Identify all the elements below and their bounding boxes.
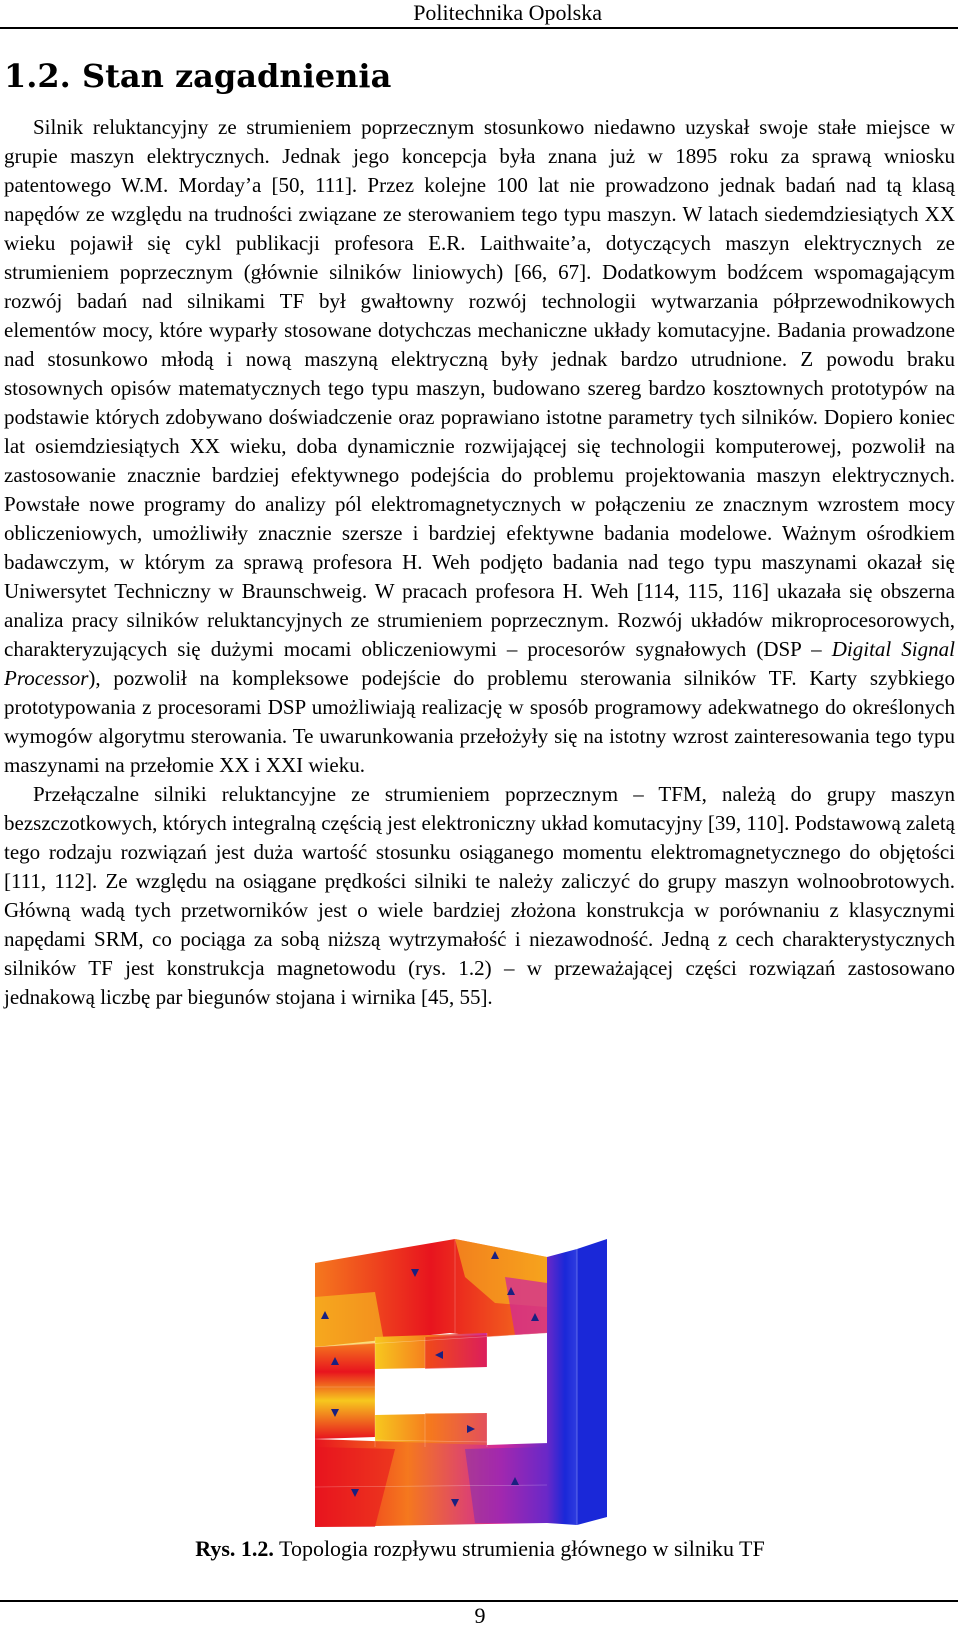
magnetic-core-upper-arm [375, 1333, 487, 1369]
figure-caption [0, 1535, 960, 1563]
paragraph-1-italic-term: Digital Signal Processor [4, 637, 955, 690]
paragraph-1-part-2: ), pozwolił na kompleksowe podejście do problemu sterowania silników TF. Karty szybkiego prototypowania z procesorami DSP umożliwiają realizację w sposób programowy adekwatnego do określonych wymogów algorytmu sterowania. Te uwarunkowania przełożyły się na istotny wzrost zainteresowania tego typu maszynami na przełomie XX i XXI wieku. [4, 666, 955, 777]
magnetic-core-left-column [315, 1343, 375, 1439]
header-rule [0, 27, 958, 29]
paragraph-2: Przełączalne silniki reluktancyjne ze strumieniem poprzecznym – TFM, należą do grupy maszyn bezszczotkowych, których integralną częścią jest elektroniczny układ komutacyjny [39, 110]. Podstawową zaletą tego rodzaju rozwiązań jest duża wartość stosunku osiąganego momentu elektromagnetycznego do objętości [111, 112]. Ze względu na osiągane prędkości silniki te należy zaliczyć do grupy maszyn wolnoobrotowych. Główną wadą tych przetworników jest o wiele bardziej złożona konstrukcja w porównaniu z klasycznymi napędami SRM, co pociąga za sobą niższą wytrzymałość i niezawodność. Jedną z cech charakterystycznych silników TF jest konstrukcja magnetowodu (rys. 1.2) – w przeważającej części rozwiązań zastosowano jednakową liczbę par biegunów stojana i wirnika [45, 55]. [4, 782, 955, 1009]
figure-label: Rys. 1.2. [195, 1536, 274, 1561]
paragraph-1-part-1: Silnik reluktancyjny ze strumieniem poprzecznym stosunkowo niedawno uzyskał swoje stałe miejsce w grupie maszyn elektrycznych. Jednak jego koncepcja była znana już w 1895 roku za sprawą wniosku patentowego W.M. Morday’a [50, 111]. Przez kolejne 100 lat nie prowadzono jednak badań nad tą klasą napędów ze względu na trudności związane ze sterowaniem tego typu maszyn. W latach siedemdziesiątych XX wieku pojawił się cykl publikacji profesora E.R. Laithwaite’a, dotyczących maszyn elektrycznych ze strumieniem poprzecznym (głównie silników liniowych) [66, 67]. Dodatkowym bodźcem wspomagającym rozwój badań nad silnikami TF był gwałtowny rozwój technologii wytwarzania półprzewodnikowych elementów mocy, które wyparły stosowane dotychczas mechaniczne układy komutacyjne. Badania prowadzone nad stosunkowo młodą i nową maszyną elektryczną były jednak bardzo utrudnione. Z powodu braku stosownych opisów matematycznych tego typu maszyn, budowano szereg bardzo kosztownych prototypów na podstawie których zdobywano doświadczenie oraz poprawiano istotne parametry tych silników. Dopiero koniec lat osiemdziesiątych XX wieku, doba dynamicznie rozwijającej się technologii komputerowej, pozwolił na zastosowanie znacznie bardziej efektywnego podejścia do problemu projektowania maszyn elektrycznych. Powstałe nowe programy do analizy pól elektromagnetycznych w połączeniu ze znacznym wzrostem mocy obliczeniowych, umożliwiły znacznie szersze i bardziej efektywne badania modelowe. Ważnym ośrodkiem badawczym, w którym za sprawą profesora H. Weh podjęto badania nad tego typu maszynami okazał się Uniwersytet Techniczny w Braunschweig. W pracach profesora H. Weh [114, 115, 116] ukazała się obszerna analiza pracy silników reluktancyjnych ze strumieniem poprzecznym. Rozwój układów mikroprocesorowych, charakteryzujących się dużymi mocami obliczeniowymi – procesorów sygnałowych (DSP – [4, 115, 955, 661]
right-blue-block [547, 1239, 607, 1525]
footer-rule [0, 1600, 958, 1602]
header-institution: Politechnika Opolska [413, 0, 602, 25]
flux-topology-image [315, 1237, 645, 1527]
paragraph-1 [4, 113, 955, 780]
body-text [4, 113, 955, 1012]
figure-caption-text: Topologia rozpływu strumienia głównego w silniku TF [279, 1536, 765, 1561]
section-title: 1.2. Stan zagadnienia [4, 57, 392, 95]
page-number: 9 [474, 1603, 486, 1628]
